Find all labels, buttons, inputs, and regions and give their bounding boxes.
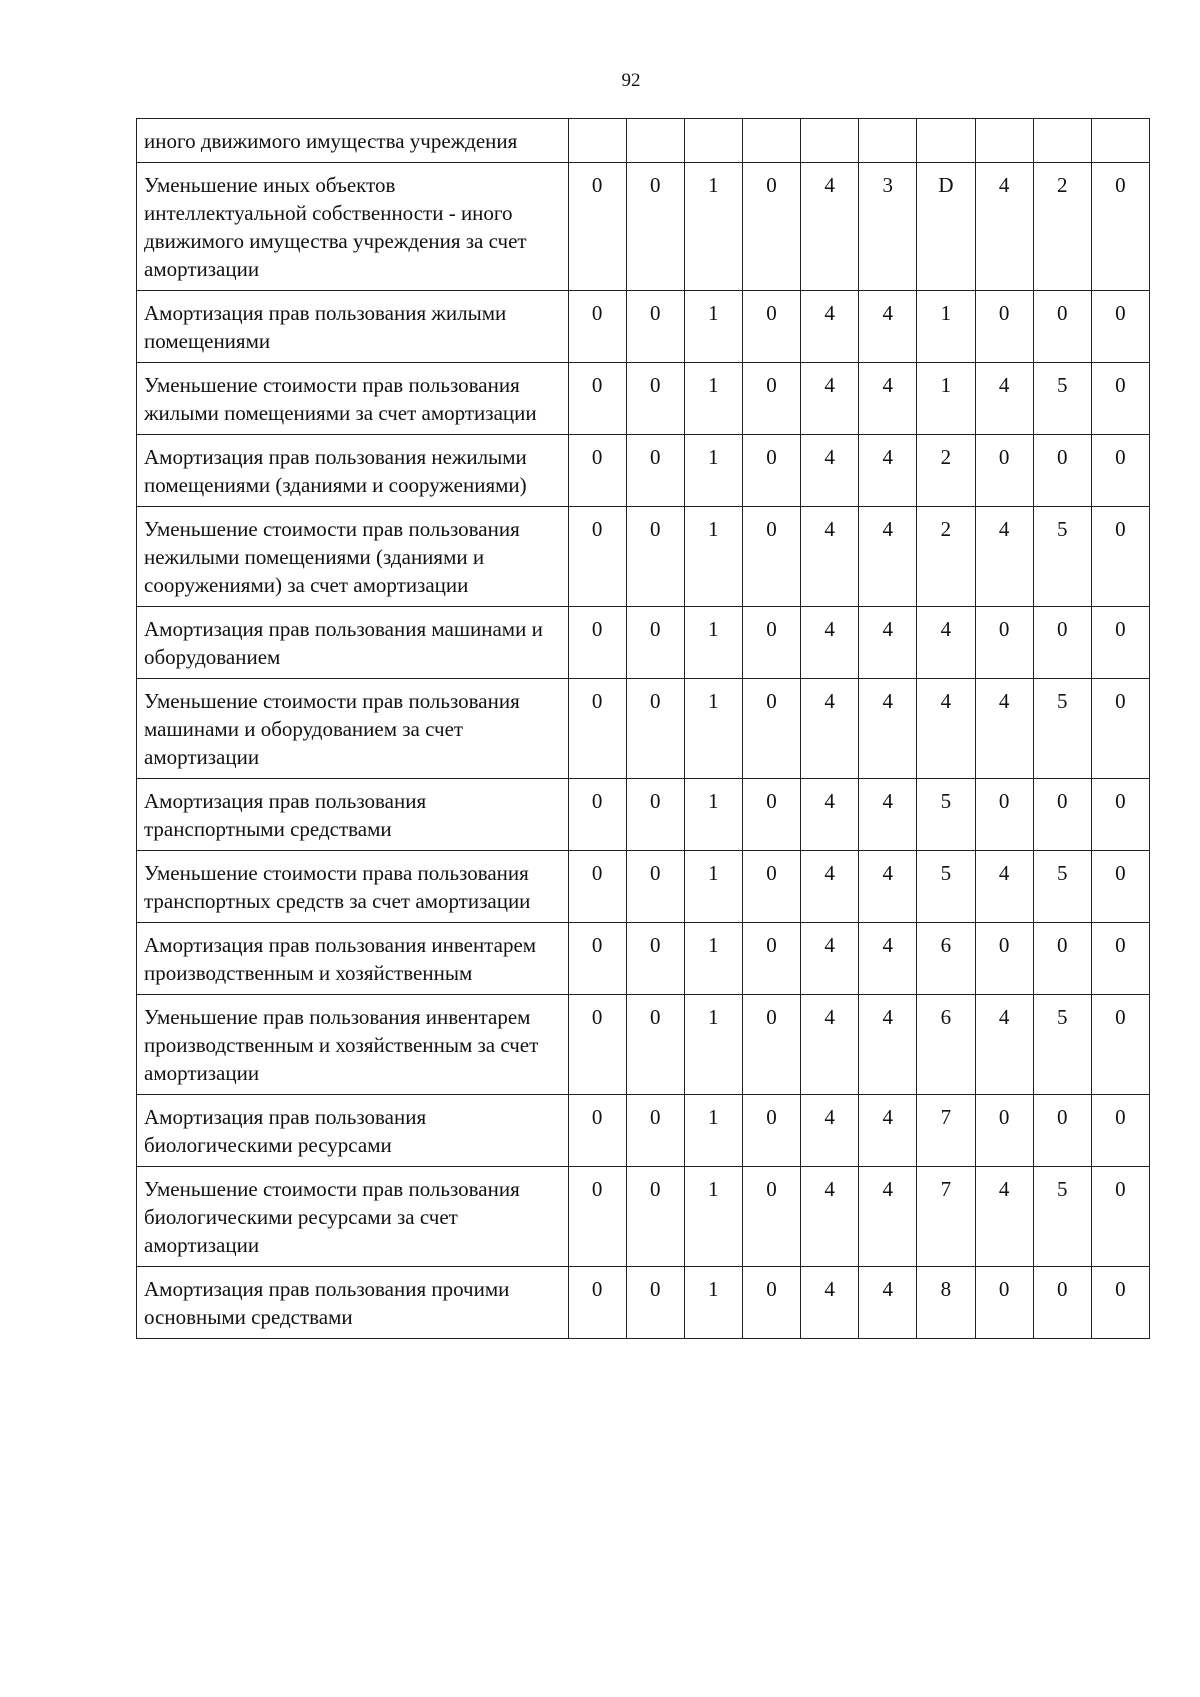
code-digit-cell: 0 — [626, 1095, 684, 1167]
code-digit-cell: 0 — [626, 1267, 684, 1339]
table-row — [137, 163, 1150, 291]
code-digit-cell: 0 — [568, 851, 626, 923]
code-digit-cell: 4 — [801, 851, 859, 923]
code-digit-cell: 0 — [1033, 1267, 1091, 1339]
account-codes-table — [136, 118, 1150, 1339]
code-digit-cell: 4 — [801, 679, 859, 779]
code-digit-cell: 0 — [626, 163, 684, 291]
code-digit-cell: 0 — [568, 507, 626, 607]
code-digit-cell: 0 — [1091, 679, 1149, 779]
row-description: Уменьшение стоимости прав пользования нежилыми помещениями (зданиями и сооружениями) за счет амортизации — [137, 507, 569, 607]
row-description: Уменьшение стоимости прав пользования биологическими ресурсами за счет амортизации — [137, 1167, 569, 1267]
code-digit-cell: 7 — [917, 1167, 975, 1267]
row-description: Амортизация прав пользования прочими основными средствами — [137, 1267, 569, 1339]
code-digit-cell — [917, 119, 975, 163]
row-description: Амортизация прав пользования биологическими ресурсами — [137, 1095, 569, 1167]
code-digit-cell: 0 — [1033, 291, 1091, 363]
code-digit-cell: 4 — [975, 363, 1033, 435]
code-digit-cell: 0 — [742, 607, 800, 679]
code-digit-cell: 2 — [917, 435, 975, 507]
code-digit-cell: 0 — [568, 363, 626, 435]
code-digit-cell: 0 — [626, 291, 684, 363]
code-digit-cell: 0 — [626, 995, 684, 1095]
code-digit-cell: 5 — [1033, 363, 1091, 435]
code-digit-cell: 5 — [1033, 1167, 1091, 1267]
code-digit-cell: 1 — [684, 851, 742, 923]
code-digit-cell: 0 — [742, 291, 800, 363]
row-description: Уменьшение иных объектов интеллектуальной собственности - иного движимого имущества учреждения за счет амортизации — [137, 163, 569, 291]
code-digit-cell: 4 — [859, 607, 917, 679]
code-digit-cell: 0 — [975, 1267, 1033, 1339]
table-row — [137, 851, 1150, 923]
code-digit-cell: 8 — [917, 1267, 975, 1339]
code-digit-cell: 0 — [742, 995, 800, 1095]
code-digit-cell: 0 — [975, 607, 1033, 679]
code-digit-cell: 0 — [1091, 1167, 1149, 1267]
row-description: Уменьшение стоимости прав пользования машинами и оборудованием за счет амортизации — [137, 679, 569, 779]
code-digit-cell: 0 — [1091, 163, 1149, 291]
code-digit-cell: 0 — [1091, 851, 1149, 923]
code-digit-cell — [1033, 119, 1091, 163]
code-digit-cell: 0 — [626, 507, 684, 607]
code-digit-cell: 0 — [1091, 1267, 1149, 1339]
row-description: Уменьшение стоимости прав пользования жилыми помещениями за счет амортизации — [137, 363, 569, 435]
code-digit-cell: 5 — [1033, 995, 1091, 1095]
code-digit-cell: 0 — [1033, 607, 1091, 679]
code-digit-cell: 0 — [568, 163, 626, 291]
code-digit-cell: 0 — [568, 291, 626, 363]
code-digit-cell: 1 — [917, 363, 975, 435]
code-digit-cell: 1 — [684, 995, 742, 1095]
code-digit-cell: 4 — [859, 507, 917, 607]
code-digit-cell: 0 — [568, 1267, 626, 1339]
code-digit-cell: 0 — [1091, 923, 1149, 995]
code-digit-cell: 0 — [626, 851, 684, 923]
code-digit-cell: 0 — [568, 1167, 626, 1267]
code-digit-cell: 1 — [684, 507, 742, 607]
code-digit-cell: 0 — [626, 679, 684, 779]
code-digit-cell: 4 — [801, 607, 859, 679]
code-digit-cell: 0 — [742, 923, 800, 995]
code-digit-cell: 4 — [859, 291, 917, 363]
row-description: иного движимого имущества учреждения — [137, 119, 569, 163]
code-digit-cell: 0 — [1091, 1095, 1149, 1167]
code-digit-cell: 0 — [742, 163, 800, 291]
code-digit-cell — [975, 119, 1033, 163]
code-digit-cell: 0 — [568, 679, 626, 779]
code-digit-cell: 4 — [859, 679, 917, 779]
code-digit-cell: 0 — [742, 679, 800, 779]
table-row — [137, 291, 1150, 363]
table-row — [137, 1167, 1150, 1267]
code-digit-cell: 1 — [917, 291, 975, 363]
code-digit-cell: 1 — [684, 1095, 742, 1167]
code-digit-cell: 1 — [684, 1167, 742, 1267]
code-digit-cell: 0 — [742, 779, 800, 851]
code-digit-cell: 4 — [975, 507, 1033, 607]
code-digit-cell: 4 — [859, 995, 917, 1095]
code-digit-cell: 4 — [859, 1167, 917, 1267]
table-row — [137, 1267, 1150, 1339]
code-digit-cell: 0 — [626, 779, 684, 851]
code-digit-cell — [568, 119, 626, 163]
row-description: Амортизация прав пользования транспортными средствами — [137, 779, 569, 851]
code-digit-cell: 0 — [568, 1095, 626, 1167]
code-digit-cell: 4 — [859, 779, 917, 851]
page-number: 92 — [621, 70, 641, 91]
code-digit-cell: 0 — [568, 995, 626, 1095]
code-digit-cell: 1 — [684, 291, 742, 363]
code-digit-cell: 4 — [801, 291, 859, 363]
code-digit-cell: 6 — [917, 995, 975, 1095]
row-description: Уменьшение стоимости права пользования транспортных средств за счет амортизации — [137, 851, 569, 923]
code-digit-cell: 0 — [742, 363, 800, 435]
table-body — [137, 119, 1150, 1339]
code-digit-cell: 0 — [626, 363, 684, 435]
code-digit-cell: 0 — [1091, 995, 1149, 1095]
code-digit-cell: 2 — [1033, 163, 1091, 291]
code-digit-cell: 0 — [1033, 779, 1091, 851]
table-row — [137, 119, 1150, 163]
code-digit-cell: 4 — [917, 679, 975, 779]
code-digit-cell: 1 — [684, 779, 742, 851]
code-digit-cell: 4 — [859, 363, 917, 435]
code-digit-cell: 0 — [1091, 607, 1149, 679]
code-digit-cell: 4 — [801, 435, 859, 507]
table-row — [137, 779, 1150, 851]
code-digit-cell: 4 — [975, 995, 1033, 1095]
table-row — [137, 923, 1150, 995]
table-row — [137, 679, 1150, 779]
code-digit-cell: 1 — [684, 435, 742, 507]
code-digit-cell: 0 — [1091, 507, 1149, 607]
row-description: Амортизация прав пользования нежилыми помещениями (зданиями и сооружениями) — [137, 435, 569, 507]
code-digit-cell: 4 — [859, 435, 917, 507]
code-digit-cell — [801, 119, 859, 163]
code-digit-cell: 1 — [684, 163, 742, 291]
code-digit-cell: 0 — [742, 1267, 800, 1339]
code-digit-cell: 0 — [975, 435, 1033, 507]
code-digit-cell: 4 — [859, 1267, 917, 1339]
code-digit-cell: 4 — [801, 923, 859, 995]
code-digit-cell: 4 — [859, 851, 917, 923]
code-digit-cell: 1 — [684, 923, 742, 995]
code-digit-cell: 5 — [1033, 679, 1091, 779]
code-digit-cell: D — [917, 163, 975, 291]
table-row — [137, 607, 1150, 679]
code-digit-cell: 4 — [801, 1167, 859, 1267]
table-row — [137, 507, 1150, 607]
code-digit-cell: 1 — [684, 1267, 742, 1339]
code-digit-cell — [859, 119, 917, 163]
code-digit-cell: 3 — [859, 163, 917, 291]
code-digit-cell: 0 — [568, 779, 626, 851]
code-digit-cell: 4 — [975, 679, 1033, 779]
code-digit-cell: 1 — [684, 679, 742, 779]
code-digit-cell: 4 — [801, 1095, 859, 1167]
code-digit-cell: 0 — [568, 607, 626, 679]
code-digit-cell: 1 — [684, 607, 742, 679]
code-digit-cell: 4 — [975, 163, 1033, 291]
code-digit-cell: 0 — [626, 923, 684, 995]
code-digit-cell: 4 — [975, 1167, 1033, 1267]
code-digit-cell: 6 — [917, 923, 975, 995]
code-digit-cell: 4 — [801, 995, 859, 1095]
code-digit-cell: 4 — [917, 607, 975, 679]
code-digit-cell: 0 — [1091, 363, 1149, 435]
code-digit-cell: 4 — [801, 779, 859, 851]
code-digit-cell — [742, 119, 800, 163]
code-digit-cell: 0 — [626, 1167, 684, 1267]
code-digit-cell: 0 — [626, 607, 684, 679]
row-description: Амортизация прав пользования инвентарем производственным и хозяйственным — [137, 923, 569, 995]
code-digit-cell — [1091, 119, 1149, 163]
code-digit-cell: 5 — [1033, 851, 1091, 923]
code-digit-cell: 0 — [975, 923, 1033, 995]
code-digit-cell: 4 — [801, 507, 859, 607]
code-digit-cell: 5 — [917, 851, 975, 923]
code-digit-cell: 4 — [801, 363, 859, 435]
code-digit-cell: 0 — [568, 923, 626, 995]
code-digit-cell: 1 — [684, 363, 742, 435]
code-digit-cell: 0 — [975, 1095, 1033, 1167]
code-digit-cell: 0 — [975, 291, 1033, 363]
code-digit-cell: 0 — [742, 1167, 800, 1267]
code-digit-cell: 4 — [801, 1267, 859, 1339]
code-digit-cell: 0 — [742, 1095, 800, 1167]
code-digit-cell: 0 — [1033, 1095, 1091, 1167]
row-description: Уменьшение прав пользования инвентарем производственным и хозяйственным за счет амортизации — [137, 995, 569, 1095]
code-digit-cell: 0 — [742, 435, 800, 507]
row-description: Амортизация прав пользования машинами и оборудованием — [137, 607, 569, 679]
code-digit-cell: 0 — [1091, 291, 1149, 363]
row-description: Амортизация прав пользования жилыми помещениями — [137, 291, 569, 363]
code-digit-cell: 4 — [859, 1095, 917, 1167]
code-digit-cell: 0 — [975, 779, 1033, 851]
code-digit-cell: 5 — [917, 779, 975, 851]
code-digit-cell: 0 — [742, 851, 800, 923]
code-digit-cell: 4 — [859, 923, 917, 995]
code-digit-cell: 0 — [1091, 779, 1149, 851]
code-digit-cell: 0 — [1033, 435, 1091, 507]
table-row — [137, 363, 1150, 435]
code-digit-cell: 0 — [1033, 923, 1091, 995]
table-row — [137, 1095, 1150, 1167]
code-digit-cell: 5 — [1033, 507, 1091, 607]
code-digit-cell: 0 — [626, 435, 684, 507]
table-row — [137, 435, 1150, 507]
code-digit-cell — [684, 119, 742, 163]
table-row — [137, 995, 1150, 1095]
code-digit-cell: 2 — [917, 507, 975, 607]
code-digit-cell: 4 — [975, 851, 1033, 923]
code-digit-cell: 0 — [1091, 435, 1149, 507]
code-digit-cell: 0 — [568, 435, 626, 507]
code-digit-cell — [626, 119, 684, 163]
code-digit-cell: 0 — [742, 507, 800, 607]
code-digit-cell: 7 — [917, 1095, 975, 1167]
code-digit-cell: 4 — [801, 163, 859, 291]
